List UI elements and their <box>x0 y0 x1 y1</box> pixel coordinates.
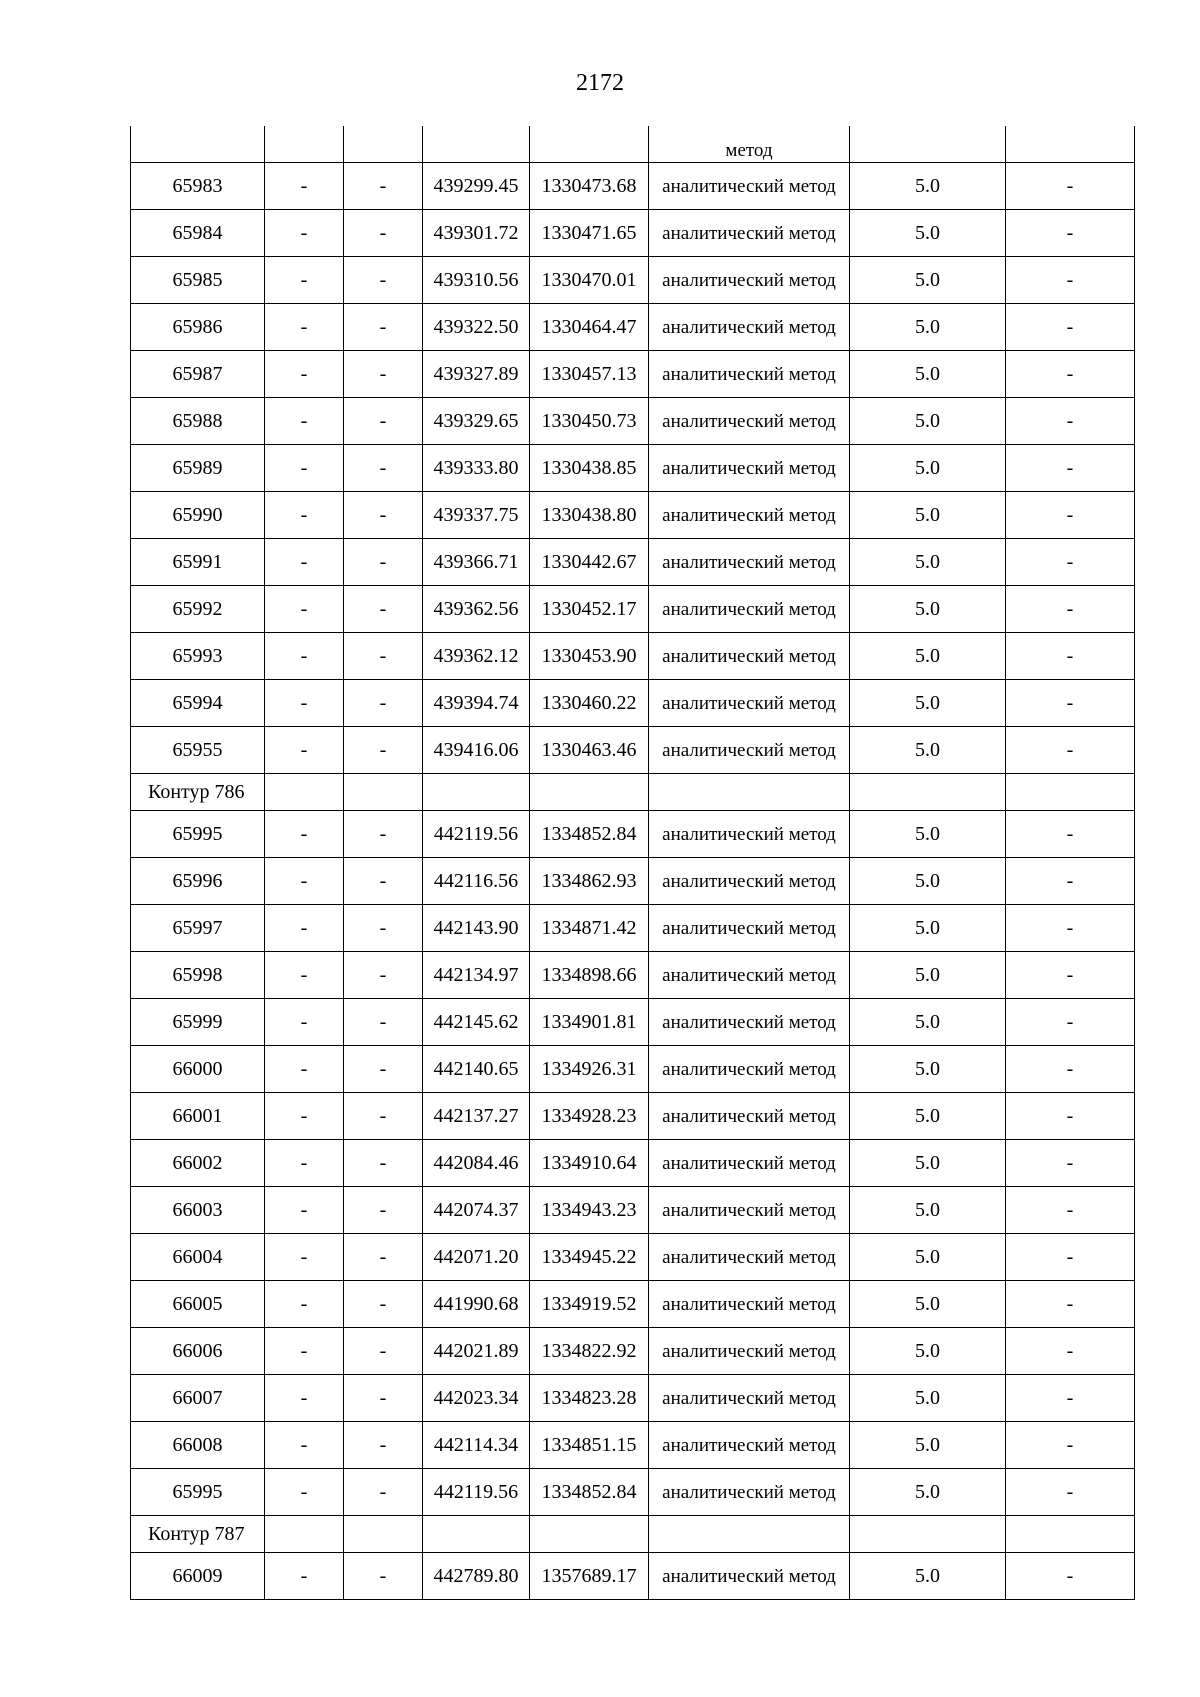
point-number-cell: 65986 <box>131 304 265 351</box>
point-number-cell: 65990 <box>131 492 265 539</box>
table-row <box>131 1375 1135 1422</box>
note-dash-cell: - <box>1006 163 1135 210</box>
y-coordinate-cell: 1330438.85 <box>530 445 649 492</box>
empty-dash-cell: - <box>265 1140 344 1187</box>
point-number-cell: 65997 <box>131 905 265 952</box>
note-dash-cell: - <box>1006 445 1135 492</box>
point-number-cell: 65995 <box>131 811 265 858</box>
accuracy-cell: 5.0 <box>850 257 1006 304</box>
empty-dash-cell: - <box>265 539 344 586</box>
empty-dash-cell: - <box>265 257 344 304</box>
method-cell: аналитический метод <box>649 727 850 774</box>
empty-dash-cell: - <box>344 952 423 999</box>
x-coordinate-cell: 439362.56 <box>423 586 530 633</box>
method-cell: метод <box>649 126 850 163</box>
note-dash-cell: - <box>1006 905 1135 952</box>
empty-dash-cell: - <box>265 811 344 858</box>
x-coordinate-cell: 442114.34 <box>423 1422 530 1469</box>
point-number-cell: 66003 <box>131 1187 265 1234</box>
point-number-cell: 65996 <box>131 858 265 905</box>
point-number-cell: 65994 <box>131 680 265 727</box>
point-number-cell: 66007 <box>131 1375 265 1422</box>
x-coordinate-cell: 439333.80 <box>423 445 530 492</box>
point-number-cell: 65985 <box>131 257 265 304</box>
note-dash-cell: - <box>1006 952 1135 999</box>
method-cell: аналитический метод <box>649 1093 850 1140</box>
empty-dash-cell: - <box>265 398 344 445</box>
table-row <box>131 952 1135 999</box>
table-row <box>131 398 1135 445</box>
note-dash-cell: - <box>1006 1093 1135 1140</box>
empty-dash-cell: - <box>344 163 423 210</box>
note-dash-cell: - <box>1006 633 1135 680</box>
method-cell: аналитический метод <box>649 586 850 633</box>
method-cell: аналитический метод <box>649 351 850 398</box>
accuracy-cell: 5.0 <box>850 1046 1006 1093</box>
x-coordinate-cell: 442119.56 <box>423 811 530 858</box>
x-coordinate-cell: 439301.72 <box>423 210 530 257</box>
method-cell: аналитический метод <box>649 304 850 351</box>
y-coordinate-cell: 1334823.28 <box>530 1375 649 1422</box>
page-number: 2172 <box>576 70 624 96</box>
empty-dash-cell: - <box>344 445 423 492</box>
x-coordinate-cell: 442134.97 <box>423 952 530 999</box>
accuracy-cell: 5.0 <box>850 680 1006 727</box>
x-coordinate-cell: 442116.56 <box>423 858 530 905</box>
table-row <box>131 858 1135 905</box>
accuracy-cell: 5.0 <box>850 811 1006 858</box>
empty-dash-cell: - <box>265 1375 344 1422</box>
empty-dash-cell: - <box>265 210 344 257</box>
point-number-cell: 65955 <box>131 727 265 774</box>
note-dash-cell: - <box>1006 351 1135 398</box>
y-coordinate-cell: 1330471.65 <box>530 210 649 257</box>
x-coordinate-cell: 439329.65 <box>423 398 530 445</box>
y-coordinate-cell: 1334862.93 <box>530 858 649 905</box>
empty-dash-cell: - <box>344 633 423 680</box>
empty-dash-cell: - <box>344 1328 423 1375</box>
empty-dash-cell: - <box>265 586 344 633</box>
y-coordinate-cell: 1334852.84 <box>530 1469 649 1516</box>
empty-dash-cell: - <box>265 492 344 539</box>
accuracy-cell: 5.0 <box>850 492 1006 539</box>
accuracy-cell: 5.0 <box>850 633 1006 680</box>
point-number-cell: 66005 <box>131 1281 265 1328</box>
note-dash-cell: - <box>1006 539 1135 586</box>
note-dash-cell: - <box>1006 398 1135 445</box>
x-coordinate-cell: 442021.89 <box>423 1328 530 1375</box>
empty-cell <box>530 126 649 163</box>
point-number-cell: 66000 <box>131 1046 265 1093</box>
empty-dash-cell: - <box>265 1553 344 1600</box>
empty-cell <box>423 774 530 811</box>
note-dash-cell: - <box>1006 1422 1135 1469</box>
empty-dash-cell: - <box>344 999 423 1046</box>
note-dash-cell: - <box>1006 1281 1135 1328</box>
x-coordinate-cell: 442140.65 <box>423 1046 530 1093</box>
y-coordinate-cell: 1334919.52 <box>530 1281 649 1328</box>
y-coordinate-cell: 1330438.80 <box>530 492 649 539</box>
empty-cell <box>850 774 1006 811</box>
x-coordinate-cell: 441990.68 <box>423 1281 530 1328</box>
method-cell: аналитический метод <box>649 858 850 905</box>
note-dash-cell: - <box>1006 858 1135 905</box>
table-row <box>131 1093 1135 1140</box>
empty-cell <box>265 774 344 811</box>
empty-dash-cell: - <box>265 905 344 952</box>
note-dash-cell: - <box>1006 257 1135 304</box>
point-number-cell: 66004 <box>131 1234 265 1281</box>
method-cell: аналитический метод <box>649 680 850 727</box>
y-coordinate-cell: 1330450.73 <box>530 398 649 445</box>
method-cell: аналитический метод <box>649 999 850 1046</box>
point-number-cell: 65984 <box>131 210 265 257</box>
x-coordinate-cell: 442145.62 <box>423 999 530 1046</box>
empty-dash-cell: - <box>344 351 423 398</box>
empty-dash-cell: - <box>265 1187 344 1234</box>
empty-dash-cell: - <box>265 727 344 774</box>
method-cell: аналитический метод <box>649 1328 850 1375</box>
y-coordinate-cell: 1330464.47 <box>530 304 649 351</box>
empty-dash-cell: - <box>265 999 344 1046</box>
empty-dash-cell: - <box>265 1328 344 1375</box>
empty-cell <box>344 774 423 811</box>
accuracy-cell: 5.0 <box>850 1281 1006 1328</box>
table-row <box>131 1422 1135 1469</box>
note-dash-cell: - <box>1006 1234 1135 1281</box>
method-cell: аналитический метод <box>649 257 850 304</box>
method-cell: аналитический метод <box>649 1422 850 1469</box>
point-number-cell: 65991 <box>131 539 265 586</box>
x-coordinate-cell: 442119.56 <box>423 1469 530 1516</box>
table-row <box>131 210 1135 257</box>
empty-cell <box>344 1516 423 1553</box>
empty-dash-cell: - <box>344 858 423 905</box>
accuracy-cell: 5.0 <box>850 858 1006 905</box>
accuracy-cell: 5.0 <box>850 1375 1006 1422</box>
empty-dash-cell: - <box>265 858 344 905</box>
table-row <box>131 633 1135 680</box>
empty-dash-cell: - <box>265 952 344 999</box>
table-row <box>131 1281 1135 1328</box>
y-coordinate-cell: 1334928.23 <box>530 1093 649 1140</box>
table-row <box>131 1469 1135 1516</box>
note-dash-cell: - <box>1006 1375 1135 1422</box>
table-row <box>131 680 1135 727</box>
accuracy-cell: 5.0 <box>850 1140 1006 1187</box>
method-cell: аналитический метод <box>649 1553 850 1600</box>
point-number-cell: 66001 <box>131 1093 265 1140</box>
empty-dash-cell: - <box>344 257 423 304</box>
accuracy-cell: 5.0 <box>850 586 1006 633</box>
method-cell: аналитический метод <box>649 1234 850 1281</box>
y-coordinate-cell: 1334910.64 <box>530 1140 649 1187</box>
table-row <box>131 163 1135 210</box>
y-coordinate-cell: 1334901.81 <box>530 999 649 1046</box>
empty-cell <box>1006 1516 1135 1553</box>
accuracy-cell: 5.0 <box>850 445 1006 492</box>
point-number-cell: 66002 <box>131 1140 265 1187</box>
x-coordinate-cell: 439299.45 <box>423 163 530 210</box>
accuracy-cell: 5.0 <box>850 952 1006 999</box>
continuation-row <box>131 126 1135 163</box>
note-dash-cell: - <box>1006 1140 1135 1187</box>
x-coordinate-cell: 439416.06 <box>423 727 530 774</box>
note-dash-cell: - <box>1006 586 1135 633</box>
point-number-cell: 65995 <box>131 1469 265 1516</box>
y-coordinate-cell: 1330460.22 <box>530 680 649 727</box>
empty-cell <box>1006 774 1135 811</box>
empty-dash-cell: - <box>344 304 423 351</box>
contour-header-row <box>131 1516 1135 1553</box>
method-cell: аналитический метод <box>649 1469 850 1516</box>
empty-dash-cell: - <box>265 1469 344 1516</box>
empty-dash-cell: - <box>265 163 344 210</box>
empty-dash-cell: - <box>265 1093 344 1140</box>
contour-label: Контур 786 <box>131 774 265 811</box>
table-row <box>131 905 1135 952</box>
accuracy-cell: 5.0 <box>850 1234 1006 1281</box>
point-number-cell: 65993 <box>131 633 265 680</box>
empty-cell <box>530 774 649 811</box>
point-number-cell: 66008 <box>131 1422 265 1469</box>
accuracy-cell: 5.0 <box>850 304 1006 351</box>
table-body <box>131 126 1135 1600</box>
empty-dash-cell: - <box>344 1093 423 1140</box>
empty-dash-cell: - <box>344 680 423 727</box>
y-coordinate-cell: 1330463.46 <box>530 727 649 774</box>
x-coordinate-cell: 439337.75 <box>423 492 530 539</box>
table-row <box>131 811 1135 858</box>
method-cell: аналитический метод <box>649 811 850 858</box>
empty-cell <box>649 774 850 811</box>
table-row <box>131 539 1135 586</box>
y-coordinate-cell: 1334926.31 <box>530 1046 649 1093</box>
y-coordinate-cell: 1334945.22 <box>530 1234 649 1281</box>
empty-dash-cell: - <box>344 539 423 586</box>
table-row <box>131 351 1135 398</box>
method-cell: аналитический метод <box>649 952 850 999</box>
note-dash-cell: - <box>1006 210 1135 257</box>
empty-dash-cell: - <box>265 351 344 398</box>
empty-dash-cell: - <box>265 680 344 727</box>
accuracy-cell: 5.0 <box>850 999 1006 1046</box>
empty-dash-cell: - <box>344 1187 423 1234</box>
accuracy-cell: 5.0 <box>850 905 1006 952</box>
y-coordinate-cell: 1330452.17 <box>530 586 649 633</box>
empty-dash-cell: - <box>265 1046 344 1093</box>
table-row <box>131 445 1135 492</box>
note-dash-cell: - <box>1006 304 1135 351</box>
empty-dash-cell: - <box>344 1469 423 1516</box>
table-row <box>131 1187 1135 1234</box>
note-dash-cell: - <box>1006 811 1135 858</box>
note-dash-cell: - <box>1006 1328 1135 1375</box>
empty-cell <box>265 126 344 163</box>
accuracy-cell: 5.0 <box>850 1187 1006 1234</box>
y-coordinate-cell: 1357689.17 <box>530 1553 649 1600</box>
note-dash-cell: - <box>1006 680 1135 727</box>
empty-cell <box>530 1516 649 1553</box>
x-coordinate-cell: 442137.27 <box>423 1093 530 1140</box>
empty-dash-cell: - <box>344 1234 423 1281</box>
x-coordinate-cell: 442023.34 <box>423 1375 530 1422</box>
x-coordinate-cell: 439394.74 <box>423 680 530 727</box>
table-row <box>131 999 1135 1046</box>
empty-dash-cell: - <box>344 1046 423 1093</box>
accuracy-cell: 5.0 <box>850 210 1006 257</box>
empty-dash-cell: - <box>344 1140 423 1187</box>
note-dash-cell: - <box>1006 492 1135 539</box>
note-dash-cell: - <box>1006 1046 1135 1093</box>
y-coordinate-cell: 1330453.90 <box>530 633 649 680</box>
table-row <box>131 304 1135 351</box>
x-coordinate-cell: 442084.46 <box>423 1140 530 1187</box>
method-cell: аналитический метод <box>649 398 850 445</box>
note-dash-cell: - <box>1006 727 1135 774</box>
coordinates-table <box>130 126 1135 1600</box>
point-number-cell: 66006 <box>131 1328 265 1375</box>
empty-dash-cell: - <box>265 1422 344 1469</box>
empty-cell <box>850 126 1006 163</box>
y-coordinate-cell: 1330470.01 <box>530 257 649 304</box>
empty-dash-cell: - <box>344 1422 423 1469</box>
empty-dash-cell: - <box>344 1281 423 1328</box>
empty-dash-cell: - <box>344 905 423 952</box>
note-dash-cell: - <box>1006 1469 1135 1516</box>
table-row <box>131 1553 1135 1600</box>
note-dash-cell: - <box>1006 1553 1135 1600</box>
accuracy-cell: 5.0 <box>850 163 1006 210</box>
y-coordinate-cell: 1334822.92 <box>530 1328 649 1375</box>
point-number-cell: 65992 <box>131 586 265 633</box>
accuracy-cell: 5.0 <box>850 398 1006 445</box>
accuracy-cell: 5.0 <box>850 351 1006 398</box>
empty-dash-cell: - <box>265 1281 344 1328</box>
method-cell: аналитический метод <box>649 1046 850 1093</box>
table-row <box>131 727 1135 774</box>
y-coordinate-cell: 1330442.67 <box>530 539 649 586</box>
empty-dash-cell: - <box>344 1553 423 1600</box>
table-row <box>131 492 1135 539</box>
x-coordinate-cell: 442074.37 <box>423 1187 530 1234</box>
empty-dash-cell: - <box>344 1375 423 1422</box>
x-coordinate-cell: 439310.56 <box>423 257 530 304</box>
method-cell: аналитический метод <box>649 163 850 210</box>
y-coordinate-cell: 1334852.84 <box>530 811 649 858</box>
note-dash-cell: - <box>1006 1187 1135 1234</box>
y-coordinate-cell: 1334898.66 <box>530 952 649 999</box>
empty-cell <box>1006 126 1135 163</box>
empty-dash-cell: - <box>265 445 344 492</box>
point-number-cell: 66009 <box>131 1553 265 1600</box>
empty-dash-cell: - <box>344 727 423 774</box>
method-cell: аналитический метод <box>649 1375 850 1422</box>
method-cell: аналитический метод <box>649 1140 850 1187</box>
empty-cell <box>131 126 265 163</box>
x-coordinate-cell: 439362.12 <box>423 633 530 680</box>
accuracy-cell: 5.0 <box>850 727 1006 774</box>
contour-header-row <box>131 774 1135 811</box>
empty-dash-cell: - <box>265 633 344 680</box>
empty-dash-cell: - <box>344 811 423 858</box>
x-coordinate-cell: 442789.80 <box>423 1553 530 1600</box>
point-number-cell: 65989 <box>131 445 265 492</box>
point-number-cell: 65983 <box>131 163 265 210</box>
accuracy-cell: 5.0 <box>850 1093 1006 1140</box>
point-number-cell: 65988 <box>131 398 265 445</box>
x-coordinate-cell: 439322.50 <box>423 304 530 351</box>
accuracy-cell: 5.0 <box>850 539 1006 586</box>
point-number-cell: 65998 <box>131 952 265 999</box>
x-coordinate-cell: 442071.20 <box>423 1234 530 1281</box>
method-cell: аналитический метод <box>649 539 850 586</box>
method-cell: аналитический метод <box>649 210 850 257</box>
x-coordinate-cell: 439366.71 <box>423 539 530 586</box>
empty-dash-cell: - <box>344 398 423 445</box>
x-coordinate-cell: 442143.90 <box>423 905 530 952</box>
empty-dash-cell: - <box>344 492 423 539</box>
note-dash-cell: - <box>1006 999 1135 1046</box>
accuracy-cell: 5.0 <box>850 1553 1006 1600</box>
empty-cell <box>850 1516 1006 1553</box>
table-row <box>131 1140 1135 1187</box>
table-row <box>131 1234 1135 1281</box>
empty-dash-cell: - <box>344 586 423 633</box>
y-coordinate-cell: 1334851.15 <box>530 1422 649 1469</box>
empty-dash-cell: - <box>265 1234 344 1281</box>
accuracy-cell: 5.0 <box>850 1469 1006 1516</box>
accuracy-cell: 5.0 <box>850 1422 1006 1469</box>
empty-dash-cell: - <box>265 304 344 351</box>
method-cell: аналитический метод <box>649 492 850 539</box>
empty-dash-cell: - <box>344 210 423 257</box>
table-row <box>131 1328 1135 1375</box>
method-cell: аналитический метод <box>649 1187 850 1234</box>
empty-cell <box>423 126 530 163</box>
point-number-cell: 65999 <box>131 999 265 1046</box>
y-coordinate-cell: 1334871.42 <box>530 905 649 952</box>
x-coordinate-cell: 439327.89 <box>423 351 530 398</box>
table-row <box>131 586 1135 633</box>
empty-cell <box>344 126 423 163</box>
table-row <box>131 257 1135 304</box>
empty-cell <box>423 1516 530 1553</box>
y-coordinate-cell: 1330457.13 <box>530 351 649 398</box>
accuracy-cell: 5.0 <box>850 1328 1006 1375</box>
method-cell: аналитический метод <box>649 905 850 952</box>
method-cell: аналитический метод <box>649 1281 850 1328</box>
table-row <box>131 1046 1135 1093</box>
y-coordinate-cell: 1334943.23 <box>530 1187 649 1234</box>
point-number-cell: 65987 <box>131 351 265 398</box>
method-cell: аналитический метод <box>649 633 850 680</box>
contour-label: Контур 787 <box>131 1516 265 1553</box>
empty-cell <box>265 1516 344 1553</box>
method-cell: аналитический метод <box>649 445 850 492</box>
y-coordinate-cell: 1330473.68 <box>530 163 649 210</box>
empty-cell <box>649 1516 850 1553</box>
